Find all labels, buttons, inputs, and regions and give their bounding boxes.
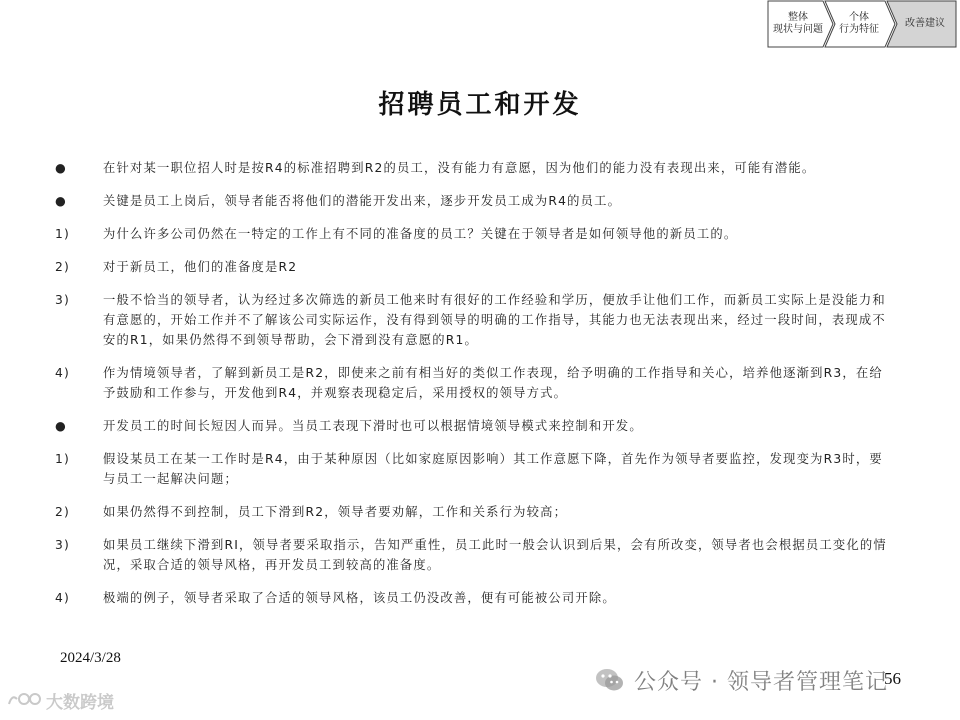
- list-item: [55, 257, 915, 277]
- item-text: 作为情境领导者，了解到新员工是R2，即使来之前有相当好的类似工作表现，给予明确的工作指导和关心，培养他逐渐到R3，在给予鼓励和工作参与，开发他到R4，并观察表现稳定后，采用授权的领导方式。: [103, 366, 883, 400]
- number-marker: 4): [55, 366, 71, 380]
- corner-watermark-text: 大数跨境: [46, 693, 114, 713]
- item-text: 为什么许多公司仍然在一特定的工作上有不同的准备度的员工？关键在于领导者是如何领导他的新员工的。: [103, 227, 738, 241]
- step-label-1: 整体 现状与问题: [773, 12, 823, 35]
- list-item: [55, 290, 915, 350]
- step-label-3: 改善建议: [905, 18, 945, 29]
- list-item: [55, 363, 915, 403]
- item-text: 关键是员工上岗后，领导者能否将他们的潜能开发出来，逐步开发员工成为R4的员工。: [103, 194, 622, 208]
- bullet-marker: ●: [55, 161, 67, 175]
- number-marker: 2): [55, 505, 71, 519]
- list-item: [55, 191, 915, 211]
- wechat-watermark: [594, 664, 888, 696]
- item-text: 一般不恰当的领导者，认为经过多次筛选的新员工他来时有很好的工作经验和学历，便放手让他们工作，而新员工实际上是没能力和有意愿的，开始工作并不了解该公司实际运作，没有得到领导的明确的工作指导，其能力也无法表现出来，经过一段时间，表现成不安的R1，如果仍然得不到领导帮助，会下滑到没有意愿的R1。: [103, 293, 886, 347]
- page-number: 56: [884, 669, 901, 688]
- wechat-icon: [594, 664, 626, 696]
- item-text: 假设某员工在某一工作时是R4，由于某种原因（比如家庭原因影响）其工作意愿下降，首先作为领导者要监控，发现变为R3时，要与员工一起解决问题；: [103, 452, 883, 486]
- list-item: [55, 535, 915, 575]
- process-steps-nav: [767, 0, 957, 48]
- number-marker: 3): [55, 293, 71, 307]
- item-text: 极端的例子，领导者采取了合适的领导风格，该员工仍没改善，便有可能被公司开除。: [103, 591, 616, 605]
- list-item: [55, 449, 915, 489]
- number-marker: 3): [55, 538, 71, 552]
- page-title: 招聘员工和开发: [378, 90, 582, 120]
- step-label-2: 个体 行为特征: [839, 12, 879, 35]
- bullet-marker: ●: [55, 194, 67, 208]
- list-item: [55, 158, 915, 178]
- number-marker: 1): [55, 227, 71, 241]
- content-list: [55, 158, 915, 608]
- item-text: 如果仍然得不到控制，员工下滑到R2，领导者要劝解，工作和关系行为较高；: [103, 505, 568, 519]
- list-item: [55, 416, 915, 436]
- list-item: [55, 224, 915, 244]
- number-marker: 1): [55, 452, 71, 466]
- corner-logo-icon: [6, 690, 44, 712]
- number-marker: 2): [55, 260, 71, 274]
- corner-watermark: [6, 688, 114, 713]
- list-item: [55, 588, 915, 608]
- bullet-marker: ●: [55, 419, 67, 433]
- number-marker: 4): [55, 591, 71, 605]
- item-text: 开发员工的时间长短因人而异。当员工表现下滑时也可以根据情境领导模式来控制和开发。: [103, 419, 643, 433]
- list-item: [55, 502, 915, 522]
- wechat-watermark-text: 公众号 · 领导者管理笔记: [634, 669, 888, 695]
- item-text: 在针对某一职位招人时是按R4的标准招聘到R2的员工，没有能力有意愿，因为他们的能力没有表现出来，可能有潜能。: [103, 161, 816, 175]
- footer-date: 2024/3/28: [60, 650, 121, 666]
- item-text: 对于新员工，他们的准备度是R2: [103, 260, 298, 274]
- item-text: 如果员工继续下滑到RI，领导者要采取指示，告知严重性，员工此时一般会认识到后果，会有所改变，领导者也会根据员工变化的情况，采取合适的领导风格，再开发员工到较高的准备度。: [103, 538, 887, 572]
